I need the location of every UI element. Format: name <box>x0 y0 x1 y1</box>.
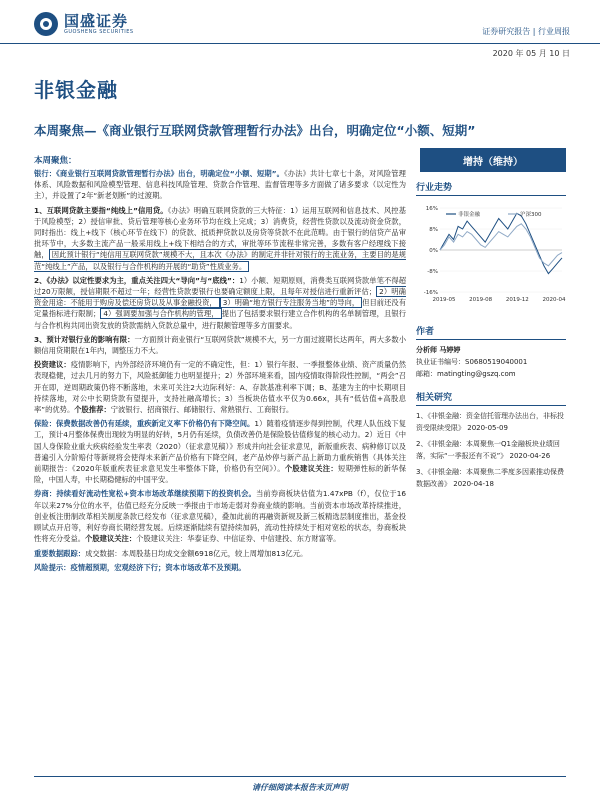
y-tick-label: 8% <box>429 227 438 233</box>
paragraph-insurance: 保险：保费数据改善仍有延续，重疾新定义率下价格仍有下降空间。1）随着疫情逐步得到控制，代理人队伍线下复工，预计4月整体保费出现较为明显的好转，5月仍有延续，负债改善仍是保险股估值修复的核心动力。2）近日《中国人身保险业重大疾病经验发生率表（2020）（征求意见稿）》形成并向社会征求意见，新版重疾表、病种修订以及普遍引入分阶赔付等新规将会使得未来新产品价格有下降空间，老产品炒停与新产品上新助力重疾销售（具体关注前期报告：《2020年版重疾表征求意见发生率整体下降，价格仍有空间》）。个股建议关注：短期弹性标的新华保险，中国人寿，中长期稳健标的中国平安。 <box>34 419 407 485</box>
footer-divider <box>34 776 566 777</box>
keyword: 券商：持续看好流动性宽松+资本市场改革继续预期下的投资机会。 <box>34 489 256 499</box>
logo-cn-text: 国盛证券 <box>64 12 129 30</box>
report-header <box>0 0 600 44</box>
related-item[interactable]: 2、《非银金融：本周聚焦一Q1金融板块业绩回落，实际“一季报还有不说”》 2020-04-26 <box>416 440 560 460</box>
paragraph-point-3: 3、预计对银行业的影响有限：一方面预计商业银行“互联网贷款”规模不大，另一方面过渡期长达两年，两大多数小额信用贷期限在1年内，调整压力不大。 <box>34 334 406 356</box>
paragraph-point-2: 2、《办法》以定性要求为主，重点关注四大“导向”与“底线”：1）小额、短期原则，消费类互联网贷款单笔不得超过20万限额，授信期限不超过一年；经营性贷款要银行也要确定额度上限，且每年对授信进行重新评估； 2）明确资金用途：不能用于购房及偿还房贷以及从事金融投资， 3）明确“地方银行专注服务当地”的导向， 但目前还没有定量指标进行限制； 4）强调要加强与合作机构的管理， 提出了包括要求银行建立合作机构的名单制管理，且银行与合作机构共同出资发放的贷款需纳入贷款总量中，进行限额管理等多方面要求。 <box>34 275 407 330</box>
author-block <box>416 344 566 380</box>
keyword: 2、《办法》以定性要求为主，重点关注四大“导向”与“底线”： <box>34 275 240 285</box>
y-tick-label: 16% <box>425 206 438 212</box>
related-item[interactable]: 3、《非银金融：本周聚焦二季度多因素推动保费数据改善》 2020-04-18 <box>416 468 564 488</box>
x-tick-label: 2019-05 <box>432 297 456 303</box>
industry-title: 非银金融 <box>34 78 118 102</box>
trend-chart <box>416 200 566 310</box>
trend-title: 行业走势 <box>416 180 566 196</box>
x-tick-label: 2019-08 <box>469 297 493 303</box>
related-list <box>416 410 566 490</box>
email-link[interactable]: matingting@gszq.com <box>437 370 516 378</box>
analyst-name: 分析师 马婷婷 <box>416 346 461 354</box>
logo-en-text: GUOSHENG SECURITIES <box>64 29 134 35</box>
x-tick-label: 2020-04 <box>542 297 566 303</box>
section-label: 本周聚焦： <box>34 156 77 166</box>
series-line <box>440 213 562 273</box>
paragraph-investment: 投资建议：疫情影响下，内外部经济环境仍有一定的不确定性，但：1）银行年报、一季报整体业绩、资产质量仍然表现稳健，过去几月的努力下，风险抵御能力也明显提升；2）外部环境来看，国内疫情取得阶段性控制，“两会”召开在即，逆周期政策仍将不断落地，未来可关注2大边际利好：A、存款基准利率下调；B、基建为主的中长期项目持续落地，对公中长期贷款有望提升，支持社融高增长；3）当板块估值水平仅为0.66x，具有“低估值+高股息率”的优势。个股推荐：宁波银行、招商银行、邮储银行、常熟银行、工商银行。 <box>34 360 407 415</box>
y-tick-label: 0% <box>429 248 438 254</box>
footer-disclaimer: 请仔细阅读本报告末页声明 <box>252 783 348 792</box>
report-type: 证券研究报告 | 行业周报 <box>482 27 570 36</box>
page-footer <box>0 770 600 800</box>
report-headline: 本周聚焦—《商业银行互联网贷款管理暂行办法》出台，明确定位“小额、短期” <box>34 123 476 138</box>
paragraph-data: 重要数据跟踪：成交数据：本周股基日均成交金额6918亿元，较上周增加813亿元。 <box>34 548 308 558</box>
y-tick-label: -8% <box>427 269 438 275</box>
company-logo <box>34 12 134 36</box>
main-content <box>34 168 406 576</box>
y-tick-label: -16% <box>423 290 438 296</box>
email-row: 邮箱：matingting@gszq.com <box>416 370 516 378</box>
report-date: 2020 年 05 月 10 日 <box>492 49 570 58</box>
keyword: 重要数据跟踪： <box>34 548 86 558</box>
keyword: 风险提示： <box>34 562 71 572</box>
x-tick-label: 2019-12 <box>505 297 529 303</box>
keyword: 投资建议： <box>34 360 71 370</box>
related-title: 相关研究 <box>416 390 566 406</box>
legend-label: 非银金融 <box>458 212 481 218</box>
series-line <box>440 224 562 266</box>
related-item[interactable]: 1、《非银金融：资金信托管理办法出台，非标投资受限续受限》 2020-05-09 <box>416 412 564 432</box>
keyword: 1、互联网贷款主要指“纯线上”信用贷。 <box>34 205 168 215</box>
cert-row: 执业证书编号：S0680519040001 <box>416 358 528 366</box>
logo-icon <box>34 12 58 36</box>
keyword: 3、预计对银行业的影响有限： <box>34 334 135 344</box>
author-title: 作者 <box>416 324 566 340</box>
trend-chart-svg <box>416 200 566 310</box>
sidebar <box>416 180 566 494</box>
legend-label: 沪深300 <box>520 212 542 218</box>
paragraph-point-1: 1、互联网贷款主要指“纯线上”信用贷。《办法》明确互联网贷款的三大特征：1）运用互联网和信息技术、风控基于风险模型；2）授信审批、贷后管理等核心业务环节均在线上完成；3）消费贷，经营性贷款以及流动资金贷款，同时指出：线上+线下（核心环节在线下）的贷款、抵质押贷款以及房贷等贷款不在此范畴。由于银行的信贷产品审批环节中，大多数主流产品一般采用线上+线下相结合的方式，审批等环节流程非常完善，多数有客户经理线下接触， 因此预计银行“纯信用互联网贷款”规模不大，且本次《办法》的制定并非针对银行的主流业务，主要目的是规范“纯线上”产品，以及银行与合作机构的开展的“助贷”性质业务。 <box>34 205 406 271</box>
keyword: 保险：保费数据改善仍有延续，重疾新定义率下价格仍有下降空间。 <box>34 419 255 429</box>
paragraph-risk: 风险提示：疫情超预期，宏观经济下行；资本市场改革不及预期。 <box>34 562 246 572</box>
paragraph-brokerage: 券商：持续看好流动性宽松+资本市场改革继续预期下的投资机会。当前券商板块估值为1.47xPB（f），仅位于16年以来27%分位的水平，估值已经充分反映一季报由于市场走弱对券商业绩的影响。当前资本市场改革持续推进，创业板注册制改革相关制度条款已经发布（征求意见稿），叠加此前的再融资新规及新三板精选层制度推出，基金投顾试点开启等，利好券商长期经营发展。后续逐渐陆续有望持续加码，流动性持续处于相对宽松的状态，券商板块性将充分受益。个股建议关注：个股建议关注：华泰证券、中信证券、中信建投、东方财富等。 <box>34 489 406 544</box>
paragraph-bank: 银行：《商业银行互联网贷款管理暂行办法》出台，明确定位“小额、短期”。《办法》共计七章七十条，对风险管理体系、风险数据和风险模型管理、信息科技风险管理、贷款合作管理、监督管理等多方面做了诸多要求（以定性为主），并设置了2年“新老划断”的过渡期。 <box>34 169 406 201</box>
keyword: 银行：《商业银行互联网贷款管理暂行办法》出台，明确定位“小额、短期”。 <box>34 169 285 178</box>
rating-badge: 增持（维持） <box>420 148 566 172</box>
